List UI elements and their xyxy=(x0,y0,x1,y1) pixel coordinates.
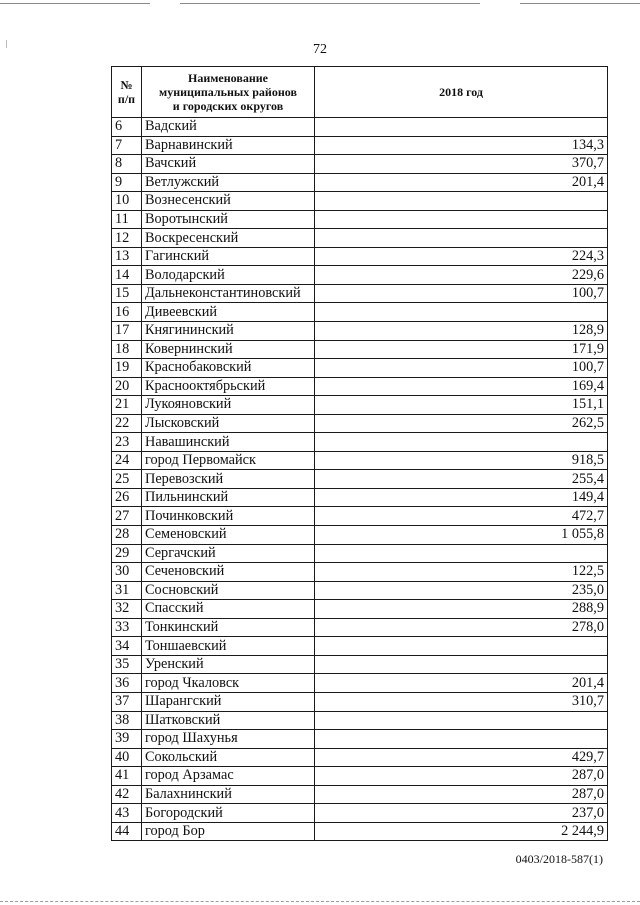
table-row xyxy=(112,173,608,192)
row-number: 42 xyxy=(112,785,142,804)
row-number: 22 xyxy=(112,414,142,433)
row-number: 14 xyxy=(112,266,142,285)
row-value: 288,9 xyxy=(315,600,608,619)
row-name: Лысковский xyxy=(142,414,315,433)
row-number: 31 xyxy=(112,581,142,600)
table-row xyxy=(112,284,608,303)
row-value: 229,6 xyxy=(315,266,608,285)
table-row xyxy=(112,470,608,489)
row-name: город Шахунья xyxy=(142,730,315,749)
row-number: 26 xyxy=(112,488,142,507)
row-name: Вадский xyxy=(142,118,315,137)
top-edge-mark xyxy=(0,3,640,5)
table-row xyxy=(112,730,608,749)
row-number: 18 xyxy=(112,340,142,359)
table-row xyxy=(112,322,608,341)
row-name: Ветлужский xyxy=(142,173,315,192)
header-num: № п/п xyxy=(112,67,142,118)
row-value xyxy=(315,655,608,674)
row-value: 224,3 xyxy=(315,247,608,266)
row-value xyxy=(315,730,608,749)
row-name: Пильнинский xyxy=(142,488,315,507)
row-number: 19 xyxy=(112,359,142,378)
table-row xyxy=(112,767,608,786)
row-value: 918,5 xyxy=(315,451,608,470)
table-row xyxy=(112,377,608,396)
row-value: 278,0 xyxy=(315,618,608,637)
row-name: Лукояновский xyxy=(142,396,315,415)
row-number: 28 xyxy=(112,526,142,545)
row-value xyxy=(315,711,608,730)
row-name: Балахнинский xyxy=(142,785,315,804)
table-row xyxy=(112,822,608,841)
table-row xyxy=(112,229,608,248)
row-number: 41 xyxy=(112,767,142,786)
row-name: Перевозский xyxy=(142,470,315,489)
table-row xyxy=(112,618,608,637)
row-value xyxy=(315,210,608,229)
row-value: 100,7 xyxy=(315,359,608,378)
row-name: Дивеевский xyxy=(142,303,315,322)
row-number: 7 xyxy=(112,136,142,155)
table-row xyxy=(112,396,608,415)
row-number: 36 xyxy=(112,674,142,693)
row-value xyxy=(315,433,608,452)
row-value: 429,7 xyxy=(315,748,608,767)
table-row xyxy=(112,655,608,674)
row-number: 43 xyxy=(112,804,142,823)
row-name: Гагинский xyxy=(142,247,315,266)
row-number: 25 xyxy=(112,470,142,489)
row-number: 12 xyxy=(112,229,142,248)
row-name: Володарский xyxy=(142,266,315,285)
header-name: Наименование муниципальных районов и городских округов xyxy=(142,67,315,118)
table-row xyxy=(112,303,608,322)
row-number: 34 xyxy=(112,637,142,656)
row-name: город Арзамас xyxy=(142,767,315,786)
row-value xyxy=(315,192,608,211)
row-name: Краснооктябрьский xyxy=(142,377,315,396)
row-name: Дальнеконстантиновский xyxy=(142,284,315,303)
row-name: Богородский xyxy=(142,804,315,823)
table-row xyxy=(112,451,608,470)
row-name: Спасский xyxy=(142,600,315,619)
row-value xyxy=(315,118,608,137)
row-name: Навашинский xyxy=(142,433,315,452)
row-name: Воротынский xyxy=(142,210,315,229)
table-row xyxy=(112,155,608,174)
table-row xyxy=(112,692,608,711)
row-number: 11 xyxy=(112,210,142,229)
row-number: 20 xyxy=(112,377,142,396)
data-table xyxy=(111,66,608,841)
table-body xyxy=(112,118,608,841)
row-name: Уренский xyxy=(142,655,315,674)
table-row xyxy=(112,804,608,823)
row-name: город Первомайск xyxy=(142,451,315,470)
row-value: 255,4 xyxy=(315,470,608,489)
table-row xyxy=(112,488,608,507)
row-number: 32 xyxy=(112,600,142,619)
table-row xyxy=(112,600,608,619)
row-number: 16 xyxy=(112,303,142,322)
row-value: 1 055,8 xyxy=(315,526,608,545)
table-row xyxy=(112,544,608,563)
bottom-edge-mark xyxy=(0,901,640,903)
row-value: 201,4 xyxy=(315,173,608,192)
page-number: 72 xyxy=(313,42,327,57)
row-name: город Бор xyxy=(142,822,315,841)
row-number: 6 xyxy=(112,118,142,137)
row-name: Сергачский xyxy=(142,544,315,563)
row-value: 149,4 xyxy=(315,488,608,507)
row-value: 370,7 xyxy=(315,155,608,174)
table-row xyxy=(112,711,608,730)
row-value: 472,7 xyxy=(315,507,608,526)
table-row xyxy=(112,748,608,767)
row-value: 134,3 xyxy=(315,136,608,155)
row-number: 30 xyxy=(112,563,142,582)
row-name: Шарангский xyxy=(142,692,315,711)
document-code: 0403/2018-587(1) xyxy=(515,852,603,866)
row-number: 8 xyxy=(112,155,142,174)
row-name: Сеченовский xyxy=(142,563,315,582)
row-name: город Чкаловск xyxy=(142,674,315,693)
row-name: Шатковский xyxy=(142,711,315,730)
row-number: 33 xyxy=(112,618,142,637)
table-row xyxy=(112,526,608,545)
row-value xyxy=(315,637,608,656)
table-row xyxy=(112,359,608,378)
row-value: 169,4 xyxy=(315,377,608,396)
row-value: 151,1 xyxy=(315,396,608,415)
row-number: 24 xyxy=(112,451,142,470)
table-row xyxy=(112,340,608,359)
table-row xyxy=(112,433,608,452)
row-name: Ковернинский xyxy=(142,340,315,359)
header-year: 2018 год xyxy=(315,67,608,118)
row-name: Починковский xyxy=(142,507,315,526)
row-value: 122,5 xyxy=(315,563,608,582)
row-number: 38 xyxy=(112,711,142,730)
row-value: 128,9 xyxy=(315,322,608,341)
table-header-row xyxy=(112,67,608,118)
row-name: Краснобаковский xyxy=(142,359,315,378)
row-number: 21 xyxy=(112,396,142,415)
row-number: 27 xyxy=(112,507,142,526)
row-number: 23 xyxy=(112,433,142,452)
row-value xyxy=(315,303,608,322)
table-row xyxy=(112,247,608,266)
table-row xyxy=(112,581,608,600)
row-name: Варнавинский xyxy=(142,136,315,155)
table-row xyxy=(112,563,608,582)
table-row xyxy=(112,210,608,229)
row-number: 9 xyxy=(112,173,142,192)
table-row xyxy=(112,266,608,285)
row-value: 310,7 xyxy=(315,692,608,711)
table-row xyxy=(112,507,608,526)
table-row xyxy=(112,118,608,137)
row-value: 2 244,9 xyxy=(315,822,608,841)
row-value: 171,9 xyxy=(315,340,608,359)
row-value: 262,5 xyxy=(315,414,608,433)
row-number: 35 xyxy=(112,655,142,674)
row-name: Вознесенский xyxy=(142,192,315,211)
table-row xyxy=(112,637,608,656)
row-value: 100,7 xyxy=(315,284,608,303)
row-name: Княгининский xyxy=(142,322,315,341)
row-value: 201,4 xyxy=(315,674,608,693)
row-value: 287,0 xyxy=(315,785,608,804)
row-value: 237,0 xyxy=(315,804,608,823)
row-name: Вачский xyxy=(142,155,315,174)
table-row xyxy=(112,674,608,693)
row-value: 287,0 xyxy=(315,767,608,786)
row-number: 29 xyxy=(112,544,142,563)
table-row xyxy=(112,136,608,155)
row-number: 37 xyxy=(112,692,142,711)
row-name: Тонкинский xyxy=(142,618,315,637)
row-number: 15 xyxy=(112,284,142,303)
table-row xyxy=(112,414,608,433)
row-number: 13 xyxy=(112,247,142,266)
row-number: 17 xyxy=(112,322,142,341)
row-value: 235,0 xyxy=(315,581,608,600)
row-number: 40 xyxy=(112,748,142,767)
row-value xyxy=(315,544,608,563)
row-name: Тоншаевский xyxy=(142,637,315,656)
row-name: Сокольский xyxy=(142,748,315,767)
row-number: 10 xyxy=(112,192,142,211)
row-number: 39 xyxy=(112,730,142,749)
row-name: Воскресенский xyxy=(142,229,315,248)
table-row xyxy=(112,192,608,211)
row-value xyxy=(315,229,608,248)
row-number: 44 xyxy=(112,822,142,841)
row-name: Сосновский xyxy=(142,581,315,600)
row-name: Семеновский xyxy=(142,526,315,545)
table-row xyxy=(112,785,608,804)
